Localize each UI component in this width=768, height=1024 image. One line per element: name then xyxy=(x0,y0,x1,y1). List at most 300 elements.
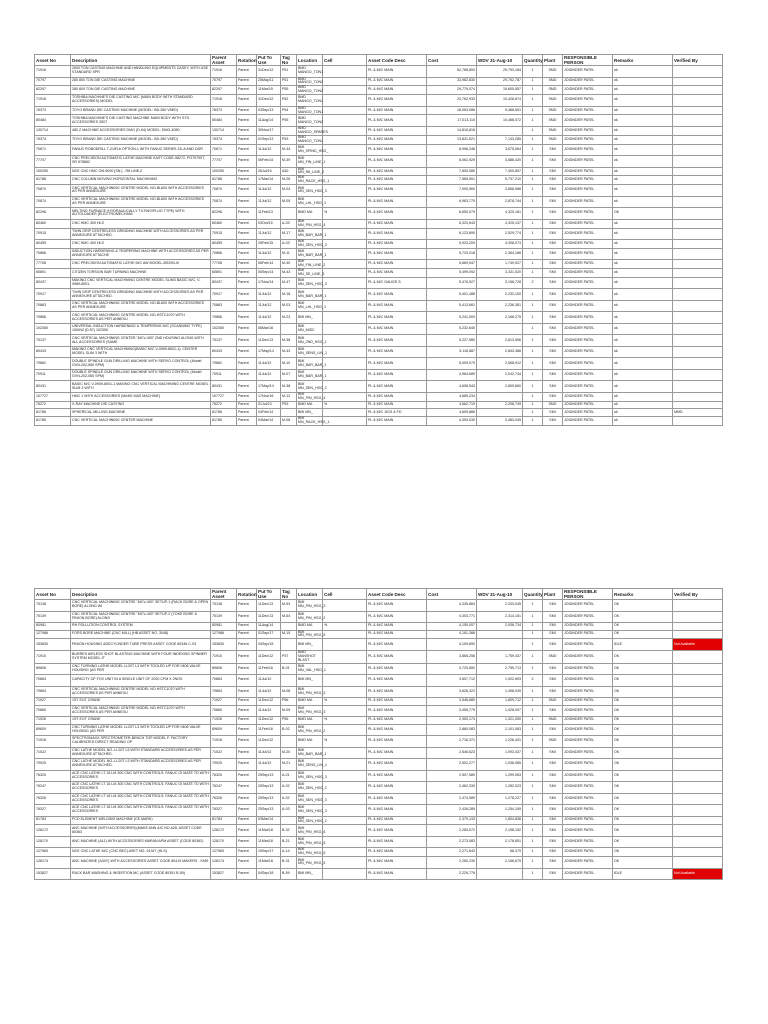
table-cell: SMD xyxy=(543,736,563,748)
table-cell: Parent xyxy=(237,369,257,381)
table-cell: RACK BAR WASHING & INSERTION MC (ASSET CODE 80391 B-59) xyxy=(71,868,211,880)
table-cell: 06Mar/16 xyxy=(257,323,281,335)
table-cell xyxy=(673,782,723,794)
table-cell: JOGINDER PATEL xyxy=(563,66,613,78)
table-row xyxy=(35,176,723,185)
table-cell: M-10 xyxy=(281,358,297,370)
table-row xyxy=(35,825,723,837)
table-cell: ok xyxy=(613,312,673,324)
table-cell: 2,426,289 xyxy=(427,805,477,817)
table-cell: JOGINDER PATEL xyxy=(563,381,613,393)
table-cell: SMD xyxy=(543,86,563,95)
table-cell xyxy=(323,240,367,249)
table-row xyxy=(35,623,723,631)
table-cell: 11Jul/12 xyxy=(257,185,281,197)
table-cell: 1 xyxy=(523,759,543,771)
table-cell: BMD MA xyxy=(297,717,323,725)
table-cell: 1 xyxy=(523,825,543,837)
table-cell: PL & M/C MAIN xyxy=(367,416,427,425)
table-cell: SMD xyxy=(543,650,563,663)
table-cell: SMI xyxy=(543,623,563,631)
table-cell: Parent xyxy=(237,156,257,168)
table-cell: BMI MN_SEN_HSG_2 xyxy=(297,782,323,794)
table-cell: JOGINDER PATEL xyxy=(563,857,613,869)
table-cell: JOGINDER PATEL xyxy=(563,312,613,324)
table-cell: SMI xyxy=(543,611,563,623)
table-row xyxy=(35,196,723,208)
table-cell: Parent xyxy=(237,167,257,176)
table-cell xyxy=(323,392,367,401)
table-cell: JOGINDER PATEL xyxy=(563,167,613,176)
table-cell: 17May/14 xyxy=(257,346,281,358)
table-cell: 31Dec/12 xyxy=(257,95,281,107)
table-cell: FANUC ROBODRILL T-21iFLb OPTION-1 WITH FANUC SERIES 31i-A AND DDR xyxy=(71,144,211,156)
table-cell: 1,036,085 xyxy=(477,759,523,771)
table-row xyxy=(35,759,723,771)
table-cell: 127983 xyxy=(35,848,71,857)
column-header: Plant xyxy=(543,589,563,600)
table-cell: SMI xyxy=(543,392,563,401)
table-cell xyxy=(323,686,367,698)
table-cell: 11Mar/15 xyxy=(257,86,281,95)
table-cell: ok xyxy=(613,196,673,208)
table-cell: Not Available xyxy=(673,868,723,880)
table-cell: PL & M/C MAIN xyxy=(367,185,427,197)
table-cell: ok xyxy=(613,167,673,176)
table-cell: ok xyxy=(613,126,673,135)
table-cell: A-14 xyxy=(281,848,297,857)
table-cell: 2,529,774 xyxy=(477,228,523,240)
table-cell: M-38 xyxy=(281,381,297,393)
table-row xyxy=(35,208,723,220)
table-cell: 2,068,912 xyxy=(477,358,523,370)
table-cell: 1 xyxy=(523,401,543,409)
table-cell xyxy=(673,260,723,269)
table-cell: ok xyxy=(613,115,673,127)
table-cell: 11Dec/12 xyxy=(257,698,281,706)
column-header: WDV 31-Aug-10 xyxy=(477,589,523,600)
table-cell: 70865 xyxy=(211,705,237,717)
table-cell: BMI MN_FIN_LINE_2 xyxy=(298,259,326,268)
table-cell: SMI xyxy=(543,323,563,335)
table-cell: JOGINDER PATEL xyxy=(563,848,613,857)
table-cell: 4,609,886 xyxy=(427,409,477,417)
table-cell: PL & M/C MAIN xyxy=(367,705,427,717)
table-cell: 5,923,209 xyxy=(427,240,477,249)
table-cell: JOGINDER PATEL xyxy=(563,770,613,782)
table-cell: Parent xyxy=(237,228,257,240)
table-cell xyxy=(323,358,367,370)
table-cell: 80431 xyxy=(35,381,71,393)
table-cell: 2,474,989 xyxy=(427,793,477,805)
table-cell: PL & M/C MAIN xyxy=(367,240,427,249)
table-cell: A-03 xyxy=(281,805,297,817)
table-row xyxy=(35,770,723,782)
table-cell xyxy=(323,770,367,782)
table-cell: SMI xyxy=(543,416,563,425)
table-cell: ok xyxy=(613,248,673,260)
table-cell: % xyxy=(323,698,367,706)
table-cell: Parent xyxy=(237,240,257,249)
table-cell: 130714 xyxy=(211,126,237,135)
table-cell: 11Aug/14 xyxy=(257,623,281,631)
table-cell: B-32 xyxy=(281,825,297,837)
table-cell: 11Jul/12 xyxy=(257,144,281,156)
table-cell xyxy=(673,300,723,312)
table-cell: 5,227,980 xyxy=(427,335,477,347)
table-cell: M-54 xyxy=(281,611,297,623)
table-cell: ok xyxy=(613,228,673,240)
table-cell: OK xyxy=(613,623,673,631)
table-cell: BMI MN_2ND_HSG_1 xyxy=(297,335,323,347)
table-cell: 9,468,501 xyxy=(477,106,523,115)
table-cell: 1 xyxy=(523,248,543,260)
table-cell: M-09 xyxy=(281,705,297,717)
table-cell: 1 xyxy=(523,623,543,631)
table-cell: 1 xyxy=(523,836,543,848)
table-row xyxy=(35,240,723,249)
table-cell: 102350 xyxy=(211,323,237,335)
table-cell xyxy=(673,95,723,107)
table-cell: PL & M/C MAIN xyxy=(367,630,427,639)
table-cell xyxy=(281,409,297,417)
table-cell: X-RAY MACHINE DIE CASTING xyxy=(71,401,211,409)
table-cell: OK xyxy=(613,825,673,837)
table-cell: 70865 xyxy=(35,705,71,717)
table-cell: 01Sep/17 xyxy=(257,630,281,639)
table-cell xyxy=(673,269,723,278)
table-cell xyxy=(673,416,723,425)
table-cell xyxy=(323,95,367,107)
table-cell xyxy=(323,86,367,95)
table-cell xyxy=(323,816,367,825)
table-cell: 80459 xyxy=(211,240,237,249)
table-cell: JOGINDER PATEL xyxy=(563,611,613,623)
table-cell: % xyxy=(323,208,367,220)
table-cell: SMI xyxy=(543,260,563,269)
table-row xyxy=(35,600,723,612)
table-cell: 5,413,661 xyxy=(427,300,477,312)
table-cell: Parent xyxy=(237,868,257,880)
column-header: Verified By xyxy=(673,589,723,600)
table-cell: 11Jul/12 xyxy=(257,196,281,208)
table-cell: 76373 xyxy=(211,106,237,115)
asset-register-sheet-1 xyxy=(34,54,722,426)
table-cell: 2,273,083 xyxy=(427,836,477,848)
table-cell: P55 xyxy=(281,86,297,95)
table-cell: SMI xyxy=(543,335,563,347)
table-cell: 1 xyxy=(523,115,543,127)
table-cell: SMD xyxy=(543,106,563,115)
table-cell: BMI MN_ xyxy=(297,675,323,687)
table-cell: CNC VERTICAL MACHINING CENTRE MODEL NO-BL600 WITH ACCESSORIES AS PER ANNEXURE xyxy=(71,196,211,208)
column-header: Description xyxy=(71,55,211,66)
table-cell: 1 xyxy=(523,208,543,220)
table-row xyxy=(35,289,723,301)
table-cell: 70870 xyxy=(211,185,237,197)
table-cell xyxy=(323,675,367,687)
table-cell: SMI xyxy=(543,675,563,687)
table-cell: 5,241,509 xyxy=(427,312,477,324)
table-cell: 3,865,256 xyxy=(427,650,477,663)
table-cell: 2,314,151 xyxy=(477,611,523,623)
table-cell: JOGINDER PATEL xyxy=(563,717,613,725)
table-cell: SMI xyxy=(543,358,563,370)
table-row xyxy=(35,167,723,176)
table-cell: 30Nov/17 xyxy=(257,126,281,135)
table-cell: INDUCTION HARDENING & TEMPERING MACHINE WITH ACCESSORIES AS PER ANNEXURE ATTACHE xyxy=(71,248,211,260)
table-cell: PL & M/C MAIN xyxy=(367,825,427,837)
table-cell: B-01 xyxy=(281,663,297,675)
table-cell: 10,468,072 xyxy=(477,115,523,127)
table-cell: 80433 xyxy=(35,346,71,358)
table-cell: 2,156,675 xyxy=(477,857,523,869)
table-cell: 5,499,092 xyxy=(427,269,477,278)
table-cell: 71910 xyxy=(35,650,71,663)
table-cell: 3,858,986 xyxy=(477,185,523,197)
table-cell: TOSHIBA MACHINE'S DIE CASTING MACHINE MAIN BODY WITH STD. ACCESSORIES 350T xyxy=(71,115,211,127)
header-row xyxy=(35,55,723,66)
table-cell: 4,335,884 xyxy=(427,600,477,612)
table-cell: OK xyxy=(613,848,673,857)
table-cell: Parent xyxy=(237,312,257,324)
column-header: Cost xyxy=(427,589,477,600)
table-cell: 76326 xyxy=(35,793,71,805)
table-cell: 1 xyxy=(523,639,543,651)
table-cell: 17May/14 xyxy=(257,381,281,393)
table-cell: BMI MN_BAR_BAR_1 xyxy=(297,228,323,240)
table-cell xyxy=(323,126,367,135)
table-cell: PL & M/C MAIN xyxy=(367,401,427,409)
table-cell: 81786 xyxy=(35,409,71,417)
table-cell: 80484 xyxy=(35,115,71,127)
table-cell: B-59 xyxy=(281,868,297,880)
table-cell: PL & M/C MAIN xyxy=(367,95,427,107)
table-cell: 128174 xyxy=(35,857,71,869)
table-cell: JOGINDER PATEL xyxy=(563,639,613,651)
table-row xyxy=(35,95,723,107)
table-cell xyxy=(323,416,367,425)
table-cell xyxy=(323,650,367,663)
table-cell xyxy=(673,805,723,817)
table-cell: SMI xyxy=(543,793,563,805)
table-cell xyxy=(477,868,523,880)
table-cell: ok xyxy=(613,346,673,358)
table-cell: 6,123,890 xyxy=(427,228,477,240)
table-cell: PL & M/C MAIN xyxy=(367,663,427,675)
table-cell xyxy=(673,611,723,623)
table-cell xyxy=(281,675,297,687)
table-row xyxy=(35,156,723,168)
table-cell: JOGINDER PATEL xyxy=(563,228,613,240)
table-cell: SMI xyxy=(543,248,563,260)
table-cell: 2,283,072 xyxy=(427,825,477,837)
table-cell: B-02 xyxy=(281,724,297,736)
table-cell: 1 xyxy=(523,369,543,381)
table-cell: M-17 xyxy=(281,228,297,240)
table-cell: JOGINDER PATEL xyxy=(563,369,613,381)
table-cell: 70911 xyxy=(211,369,237,381)
table-cell: 7,565,501 xyxy=(427,176,477,185)
table-cell xyxy=(323,663,367,675)
table-cell: 11Jul/12 xyxy=(257,675,281,687)
table-cell: MAKINO CNC VERTICAL MACHINING(BASIC M/C V-0909-8001-1), CENTER MODEL SLIM 3 WITH xyxy=(71,346,211,358)
table-cell: M-43 xyxy=(281,346,297,358)
table-row xyxy=(35,805,723,817)
table-cell: Parent xyxy=(237,600,257,612)
table-cell xyxy=(323,381,367,393)
table-cell: SMI xyxy=(543,686,563,698)
table-cell: PL & M/C MAIN xyxy=(367,770,427,782)
table-cell: 1 xyxy=(523,95,543,107)
table-cell: CNC VERTICAL MACHINING CENTRE MODEL NO-HSTC1070 WITH ACCESSORIES AS PER ANNEXU xyxy=(71,686,211,698)
table-cell: 11Jul/12 xyxy=(257,228,281,240)
table-cell: PL & M/C MAIN xyxy=(367,759,427,771)
table-cell: M-05 xyxy=(281,196,297,208)
table-cell: 1 xyxy=(523,156,543,168)
table-cell: 153827 xyxy=(35,868,71,880)
table-cell: 4,303,771 xyxy=(427,611,477,623)
table-cell: Parent xyxy=(237,401,257,409)
table-cell: PL & M/C MAIN xyxy=(367,736,427,748)
table-cell: 81783 xyxy=(211,816,237,825)
table-cell: 75139 xyxy=(35,611,71,623)
table-cell: 1 xyxy=(523,868,543,880)
table-cell: 11Jul/12 xyxy=(257,248,281,260)
table-cell: PL & M/C MAIN xyxy=(367,793,427,805)
table-cell: 107727 xyxy=(35,392,71,401)
table-cell: 77707 xyxy=(35,156,71,168)
table-cell: SMI xyxy=(543,705,563,717)
table-cell: 3,546,880 xyxy=(427,698,477,706)
table-cell xyxy=(673,663,723,675)
table-cell: 76374 xyxy=(211,135,237,144)
table-cell xyxy=(673,335,723,347)
table-cell: 75137 xyxy=(35,335,71,347)
table-cell: JOGINDER PATEL xyxy=(563,208,613,220)
table-cell: PL & M/C MAIN xyxy=(367,686,427,698)
table-cell xyxy=(673,857,723,869)
table-cell: 130714 xyxy=(35,126,71,135)
table-cell: 2 xyxy=(523,277,543,289)
table-cell: JOGINDER PATEL xyxy=(563,77,613,86)
table-row xyxy=(35,639,723,651)
table-cell: 70874 xyxy=(35,196,71,208)
table-cell: 25Feb/15 xyxy=(257,240,281,249)
table-cell: 4,662,719 xyxy=(427,401,477,409)
table-cell: PL & M/C MAIN xyxy=(367,805,427,817)
column-header: Plant xyxy=(543,55,563,66)
table-cell: BMD MA xyxy=(297,401,323,409)
table-cell xyxy=(281,736,297,748)
table-cell: 33,982,830 xyxy=(427,77,477,86)
table-cell xyxy=(673,277,723,289)
table-cell: PL & M/C MAIN xyxy=(367,312,427,324)
table-cell: 1 xyxy=(523,770,543,782)
table-cell: 280 800 TON DIE CASTING MACHINE xyxy=(71,77,211,86)
table-cell: 7,800,080 xyxy=(427,167,477,176)
table-cell: 2,646,623 xyxy=(427,747,477,759)
table-cell: 11Dec/13 xyxy=(257,600,281,612)
table-cell: 5,009,070 xyxy=(427,358,477,370)
table-row xyxy=(35,86,723,95)
table-cell: JOGINDER PATEL xyxy=(563,825,613,837)
table-cell: OK xyxy=(613,805,673,817)
table-cell xyxy=(673,135,723,144)
table-cell: 11Jul/12 xyxy=(257,759,281,771)
table-cell: 80484 xyxy=(211,115,237,127)
table-cell xyxy=(673,176,723,185)
column-header: WDV 31-Aug-10 xyxy=(477,55,523,66)
table-cell: 11Jul/12 xyxy=(257,705,281,717)
table-cell: FORS BORE MACHINE (CNC MILL) (HB ASSET NO. 3048) xyxy=(71,630,211,639)
table-cell: 128172 xyxy=(211,825,237,837)
table-cell: 80437 xyxy=(35,277,71,289)
column-header: RESPONSIBLE PERSON xyxy=(563,589,613,600)
table-cell xyxy=(673,346,723,358)
table-cell: Parent xyxy=(237,289,257,301)
table-cell xyxy=(323,312,367,324)
table-cell: BMI MN_FIN_LINE_1 xyxy=(297,156,323,168)
column-header: Asset No xyxy=(35,55,71,66)
table-cell: 01Sep/13 xyxy=(257,135,281,144)
table-cell: JOGINDER PATEL xyxy=(563,663,613,675)
table-cell: 80437 xyxy=(211,277,237,289)
table-cell: 153830 xyxy=(35,639,71,651)
table-cell: SMI xyxy=(543,185,563,197)
table-cell: M-40 xyxy=(281,260,297,269)
table-cell: 25Sep/13 xyxy=(257,770,281,782)
table-cell: CNC COLUMN MOVING HORIZONTAL MACHINING xyxy=(71,176,211,185)
table-cell: % xyxy=(323,623,367,631)
table-cell: 11Dec/12 xyxy=(257,650,281,663)
table-row xyxy=(35,717,723,725)
table-cell: PL & M/C MAIN xyxy=(367,639,427,651)
table-cell: SPECTROMAXX SPECTROMETER-BENCH TOP MODEL F. FACTORY CALIBRATED DIRECT READING OP xyxy=(71,736,211,748)
table-cell: BMD MANGO_TON1 xyxy=(298,105,324,114)
table-cell: 75137 xyxy=(211,335,237,347)
table-cell: BMI MN_PIN_HSG_3 xyxy=(297,686,323,698)
table-cell: JOGINDER PATEL xyxy=(563,135,613,144)
table-cell: 2,759,713 xyxy=(477,663,523,675)
table-cell: P53 xyxy=(281,135,297,144)
table-cell: 2,101,083 xyxy=(477,724,523,736)
table-row xyxy=(35,698,723,706)
table-cell: NCE CNC HMC OM 8000 [SN.] - R8 LINE-2 xyxy=(71,167,211,176)
table-cell: M-20 xyxy=(281,747,297,759)
table-cell: 76272 xyxy=(211,401,237,409)
table-row xyxy=(35,106,723,115)
table-cell xyxy=(323,196,367,208)
column-header: Asset Code Desc xyxy=(367,589,427,600)
table-cell: 128170 xyxy=(35,836,71,848)
table-cell: 71022 xyxy=(211,747,237,759)
table-cell: JOGINDER PATEL xyxy=(563,759,613,771)
table-cell: Parent xyxy=(237,135,257,144)
table-cell: 5,232,640 xyxy=(427,323,477,335)
table-cell xyxy=(673,248,723,260)
table-cell: MMD xyxy=(673,409,723,417)
table-cell: 71916 xyxy=(211,736,237,748)
table-cell xyxy=(673,686,723,698)
table-cell: 11Feb/16 xyxy=(257,724,281,736)
table-cell: CNC VERTICAL MACHINING CENTRE MODEL NO-BL600 WITH ACCESSORIES AS PER ANNEXURE xyxy=(71,185,211,197)
table-cell: ANC MACHINE (A11) WITH ACCESSORIES MARAN APM ASSET (CODE 80362) xyxy=(71,836,211,848)
table-cell xyxy=(673,156,723,168)
table-cell: PL & M/C MAIN xyxy=(367,717,427,725)
table-cell xyxy=(323,156,367,168)
table-cell xyxy=(673,793,723,805)
